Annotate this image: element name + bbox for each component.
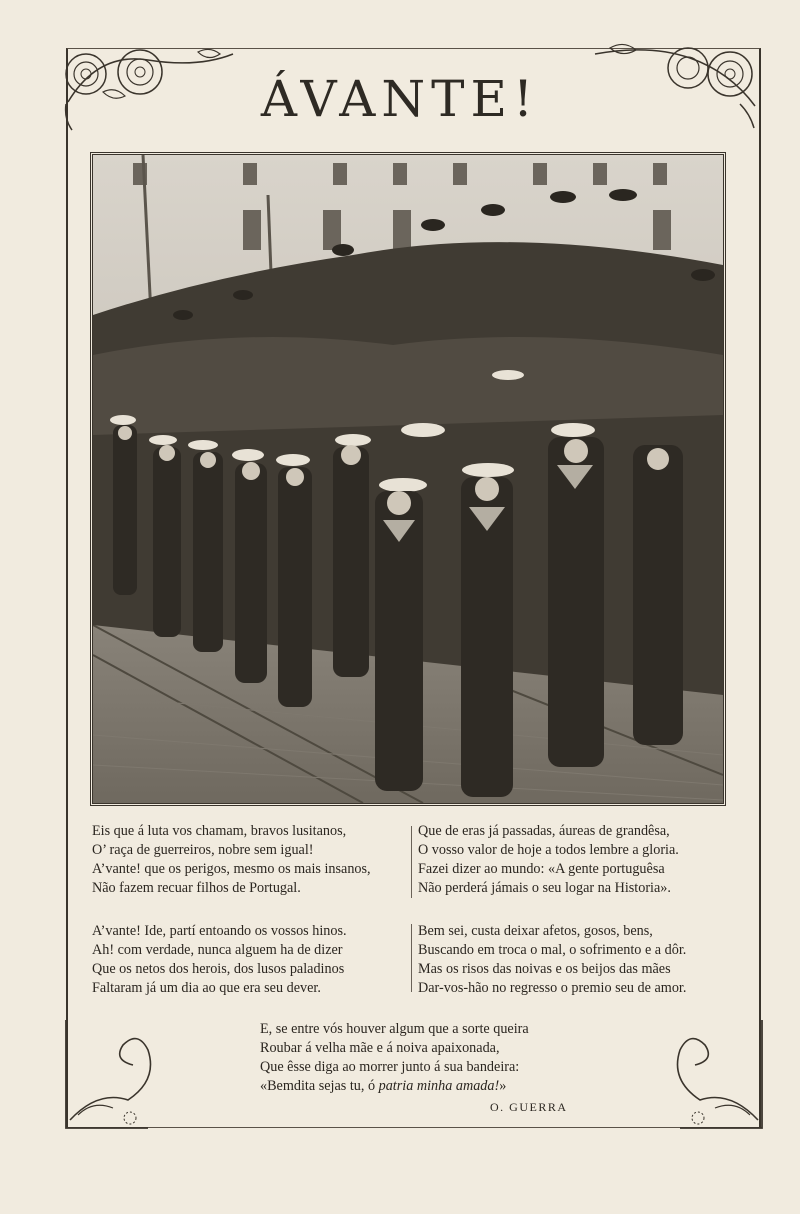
poem-line: E, se entre vós houver algum que a sorte queira [260, 1021, 529, 1037]
poem-line: Faltaram já um dia ao que era seu dever. [92, 980, 321, 996]
poem-line: Roubar á velha mãe e á noiva apaixonada, [260, 1040, 500, 1056]
poem-left-stanza-1 [92, 822, 371, 898]
poem-line: Buscando em troca o mal, o sofrimento e a dôr. [418, 942, 687, 958]
poem-line: O’ raça de guerreiros, nobre sem igual! [92, 842, 314, 858]
poem-line: Que êsse diga ao morrer junto á sua bandeira: [260, 1059, 520, 1075]
poem-line: Mas os risos das noivas e os beijos das mães [418, 961, 671, 977]
poem-left-stanza-2 [92, 922, 347, 998]
bottom-right-scroll-ornament-icon [662, 1020, 772, 1135]
marching-sailors-photograph-icon [93, 155, 723, 803]
poem-italic-text: patria minha amada! [378, 1078, 500, 1094]
poem-line-last [260, 1077, 529, 1096]
photograph [90, 152, 726, 806]
poem-line: Não perderá jámais o seu logar na Historia». [418, 880, 671, 896]
poem-closing-stanza [260, 1020, 529, 1096]
poem-line: Eis que á luta vos chamam, bravos lusitanos, [92, 823, 347, 839]
page-title: ÁVANTE! [260, 70, 540, 128]
poem-line: O vosso valor de hoje a todos lembre a gloria. [418, 842, 679, 858]
column-divider [411, 924, 412, 992]
poem-line: Fazei dizer ao mundo: «A gente portuguêsa [418, 861, 665, 877]
poem-line: Bem sei, custa deixar afetos, gosos, bens, [418, 923, 653, 939]
poem-right-stanza-2 [418, 922, 686, 998]
poem-line: A’vante! Ide, partí entoando os vossos hinos. [92, 923, 347, 939]
poem-right-stanza-1 [418, 822, 679, 898]
column-divider [411, 826, 412, 898]
poem-line: Não fazem recuar filhos de Portugal. [92, 880, 301, 896]
bottom-left-scroll-ornament-icon [58, 1020, 168, 1135]
author-signature: O. GUERRA [490, 1100, 568, 1114]
poem-text: » [499, 1078, 507, 1094]
poem-line: Dar-vos-hão no regresso o premio seu de amor. [418, 980, 687, 996]
poem-line: Que de eras já passadas, áureas de grandêsa, [418, 823, 670, 839]
poem-line: A’vante! que os perigos, mesmo os mais insanos, [92, 861, 371, 877]
poem-text: «Bemdita sejas tu, ó [260, 1078, 379, 1094]
poem-line: Ah! com verdade, nunca alguem ha de dizer [92, 942, 343, 958]
poem-line: Que os netos dos herois, dos lusos paladinos [92, 961, 345, 977]
